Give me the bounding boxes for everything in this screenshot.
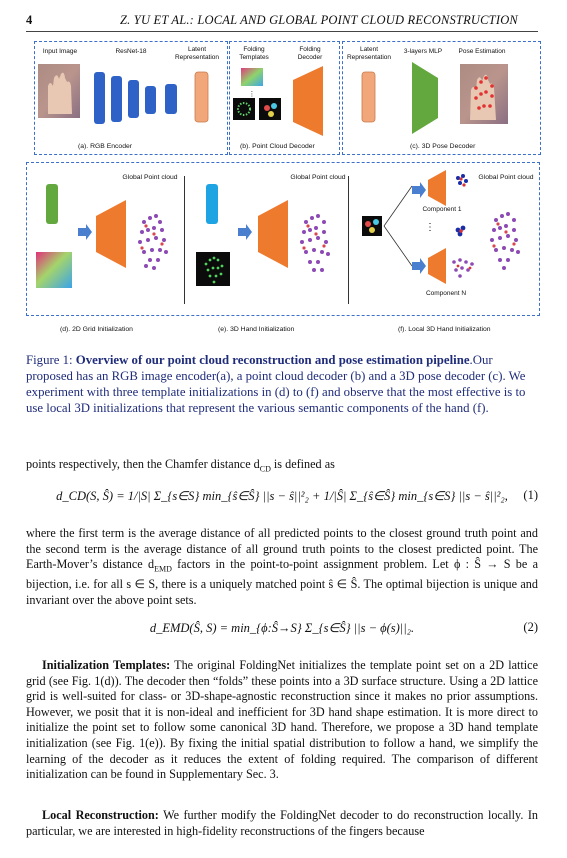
decoder-shape-f1	[428, 170, 446, 206]
divider-d-e	[184, 176, 185, 304]
arrow-icon	[238, 224, 252, 240]
latent-label-c: Latent Representation	[346, 46, 392, 61]
encoder-block-4	[145, 86, 156, 114]
caption-a: (a). RGB Encoder	[78, 143, 133, 150]
encoder-block-3	[128, 80, 139, 118]
input-image-label: Input Image	[42, 48, 78, 55]
global-point-cloud-f	[490, 212, 520, 270]
global-label-f: Global Point cloud	[478, 174, 534, 181]
caption-d: (d). 2D Grid Initialization	[60, 326, 133, 333]
component-1-label: Component 1	[422, 206, 462, 213]
global-label-d: Global Point cloud	[122, 174, 178, 181]
hand-initialization-diagram	[186, 172, 348, 308]
global-point-cloud-d	[138, 214, 168, 270]
decoder-shape-e	[258, 200, 288, 268]
folding-decoder-label: Folding Decoder	[297, 46, 323, 61]
figure-caption: Figure 1: Overview of our point cloud reconstruction and pose estimation pipeline.Our proposed has an RGB image encoder(a), a point cloud decoder (b) and a 3D pose decoder (c). We experiment with three template initializations in (d) to (f) and observe that the most effective is to use local 3D initializations that represent the various semantic components of the hand (f).	[26, 353, 526, 415]
caption-e: (e). 3D Hand Initialization	[218, 326, 295, 333]
equation-1: d_CD(S, Ŝ) = 1/|S| Σ_{s∈S} min_{ŝ∈Ŝ} ||s − ŝ||²₂ + 1/|Ŝ| Σ_{ŝ∈Ŝ} min_{s∈S} ||s − ŝ||²₂, (1)	[56, 488, 538, 503]
encoder-block-1	[94, 72, 105, 124]
latent-block-a	[195, 72, 208, 122]
latent-block-d	[46, 184, 58, 224]
grid-initialization-diagram	[30, 172, 184, 308]
arrow-icon	[78, 224, 92, 240]
caption-f: (f). Local 3D Hand Initialization	[398, 326, 491, 333]
latent-block-c	[362, 72, 375, 122]
paragraph-4: Local Reconstruction: We further modify the FoldingNet decoder to do reconstruction locally. In particular, we are interested in high-fidelity reconstructions of the fingers because	[26, 808, 538, 838]
global-label-e: Global Point cloud	[290, 174, 346, 181]
encoder-block-5	[165, 84, 177, 114]
hand-template-thumb-1	[233, 98, 255, 120]
resnet-label: ResNet-18	[115, 48, 147, 55]
component-n-label: Component N	[425, 290, 467, 297]
templates-label: Folding Templates	[239, 46, 269, 61]
caption-b: (b). Point Cloud Decoder	[240, 143, 315, 150]
latent-label-a: Latent Representation	[174, 46, 220, 61]
global-point-cloud-e	[300, 214, 330, 272]
mlp-shape	[412, 62, 438, 134]
branch-line-n	[384, 226, 412, 266]
pose-label: Pose Estimation	[458, 48, 506, 55]
paragraph-3: Initialization Templates: The original FoldingNet initializes the template point set on a 2D lattice grid (see Fig. 1(d)). The decoder then “folds” these points into a 3D surface structure. Using a 2D lattice grid is well-suited for class- or 3D-shape-agnostic reconstruction since it makes no prior assumptions. However, we posit that it is non-ideal and inefficient for 3D hand shape estimation. It is more direct to initialize the point set to follow some canonical 3D hand. Therefore, we propose a 3D hand template initialization (see Fig. 1(e)). By fixing the initial spatial distribution to follow a hand, we simplify the learning of the decoder as it reduces the extent of folding required. The comparison of different initialization can be found in Supplementary Sec. 3.	[26, 658, 538, 782]
2d-grid-template	[36, 252, 72, 288]
latent-block-e	[206, 184, 218, 224]
divider-e-f	[348, 176, 349, 304]
rgb-encoder-diagram	[34, 58, 226, 140]
equation-2: d_EMD(Ŝ, S) = min_{ϕ:Ŝ→S} Σ_{s∈Ŝ} ||s − ϕ(s)||₂. (2)	[149, 620, 538, 635]
page-number: 4	[26, 13, 33, 27]
encoder-block-2	[111, 76, 122, 122]
pose-decoder-diagram	[342, 58, 539, 140]
mlp-label: 3-layers MLP	[403, 48, 443, 55]
decoder-shape-d	[96, 200, 126, 268]
header-rule	[26, 31, 538, 32]
svg-text:⋮: ⋮	[248, 90, 256, 98]
decoder-shape-fn	[428, 248, 446, 284]
paragraph-1: points respectively, then the Chamfer distance $d_{CD}$ is defined as	[26, 457, 335, 474]
paragraph-2: where the first term is the average distance of all predicted points to the closest ground truth point and the second term is the average distance of all ground truth points to the closest predicted point. The Earth-Mover’s distance $d_{EMD}$ factors in the point-to-point assignment problem. Let ϕ : Ŝ → S be a bijection, i.e. for all s ∈ S, there is a uniquely matched point ŝ ∈ Ŝ. The optimal bijection is unique and invariant over the above point sets.	[26, 526, 538, 607]
branch-line-1	[384, 186, 412, 226]
ellipsis-label: ⋮	[425, 222, 435, 233]
grid-template-thumb	[241, 68, 263, 86]
running-title: Z. YU ET AL.: LOCAL AND GLOBAL POINT CLOUD RECONSTRUCTION	[120, 13, 518, 27]
folding-decoder-shape	[293, 66, 323, 136]
point-cloud-decoder-diagram	[229, 62, 338, 142]
caption-c: (c). 3D Pose Decoder	[410, 143, 476, 150]
